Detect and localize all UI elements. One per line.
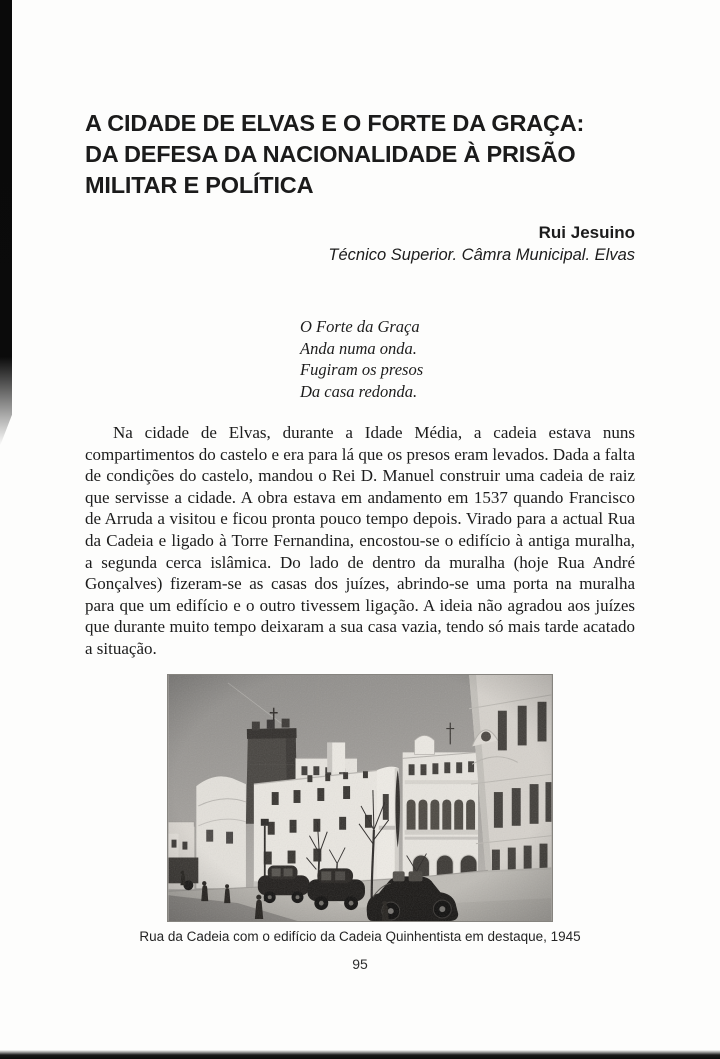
- byline: [85, 222, 635, 266]
- epigraph-line-1: O Forte da Graça: [300, 317, 420, 336]
- author-affiliation: Técnico Superior. Câmra Municipal. Elvas: [328, 246, 635, 264]
- article-title-line-2: DA DEFESA DA NACIONALIDADE À PRISÃO: [85, 141, 576, 167]
- article-title: [85, 108, 635, 201]
- figure-caption: Rua da Cadeia com o edifício da Cadeia Quinhentista em destaque, 1945: [139, 928, 581, 944]
- body-paragraph: Na cidade de Elvas, durante a Idade Média, a cadeia estava nuns compartimentos do castelo e era para lá que os presos eram levados. Dada a falta de condições do castelo, mandou o Rei D. Manuel construir uma cadeia de raiz que servisse a cidade. A obra estava em andamento em 1537 quando Francisco de Arruda a visitou e ficou pronta pouco tempo depois. Virado para a actual Rua da Cadeia e ligado à Torre Fernandina, encostou-se o edifício à antiga muralha, a segunda cerca islâmica. Do lado de dentro da muralha (hoje Rua André Gonçalves) fizeram-se as casas dos juízes, abrindo-se uma porta na muralha para que um edifício e o outro tivessem ligação. A ideia não agradou aos juízes que durante muito tempo deixaram a sua casa vazia, tendo só mais tarde acatado a situação.: [85, 423, 635, 658]
- epigraph-poem: [300, 316, 635, 402]
- scan-shadow-bottom: [0, 1050, 720, 1059]
- rua-da-cadeia-1945-photo: [167, 674, 553, 922]
- document-page: [85, 0, 635, 972]
- article-title-line-3: MILITAR E POLÍTICA: [85, 172, 314, 198]
- historic-photo-illustration: [168, 675, 552, 921]
- figure: [85, 674, 635, 944]
- scan-shadow-left: [0, 0, 12, 446]
- article-title-line-1: A CIDADE DE ELVAS E O FORTE DA GRAÇA:: [85, 110, 585, 136]
- epigraph-line-2: Anda numa onda.: [300, 338, 417, 358]
- epigraph-line-4: Da casa redonda.: [300, 381, 418, 401]
- page-number: 95: [352, 955, 368, 972]
- author-name: Rui Jesuino: [538, 223, 635, 242]
- epigraph-line-3: Fugiram os presos: [300, 360, 424, 379]
